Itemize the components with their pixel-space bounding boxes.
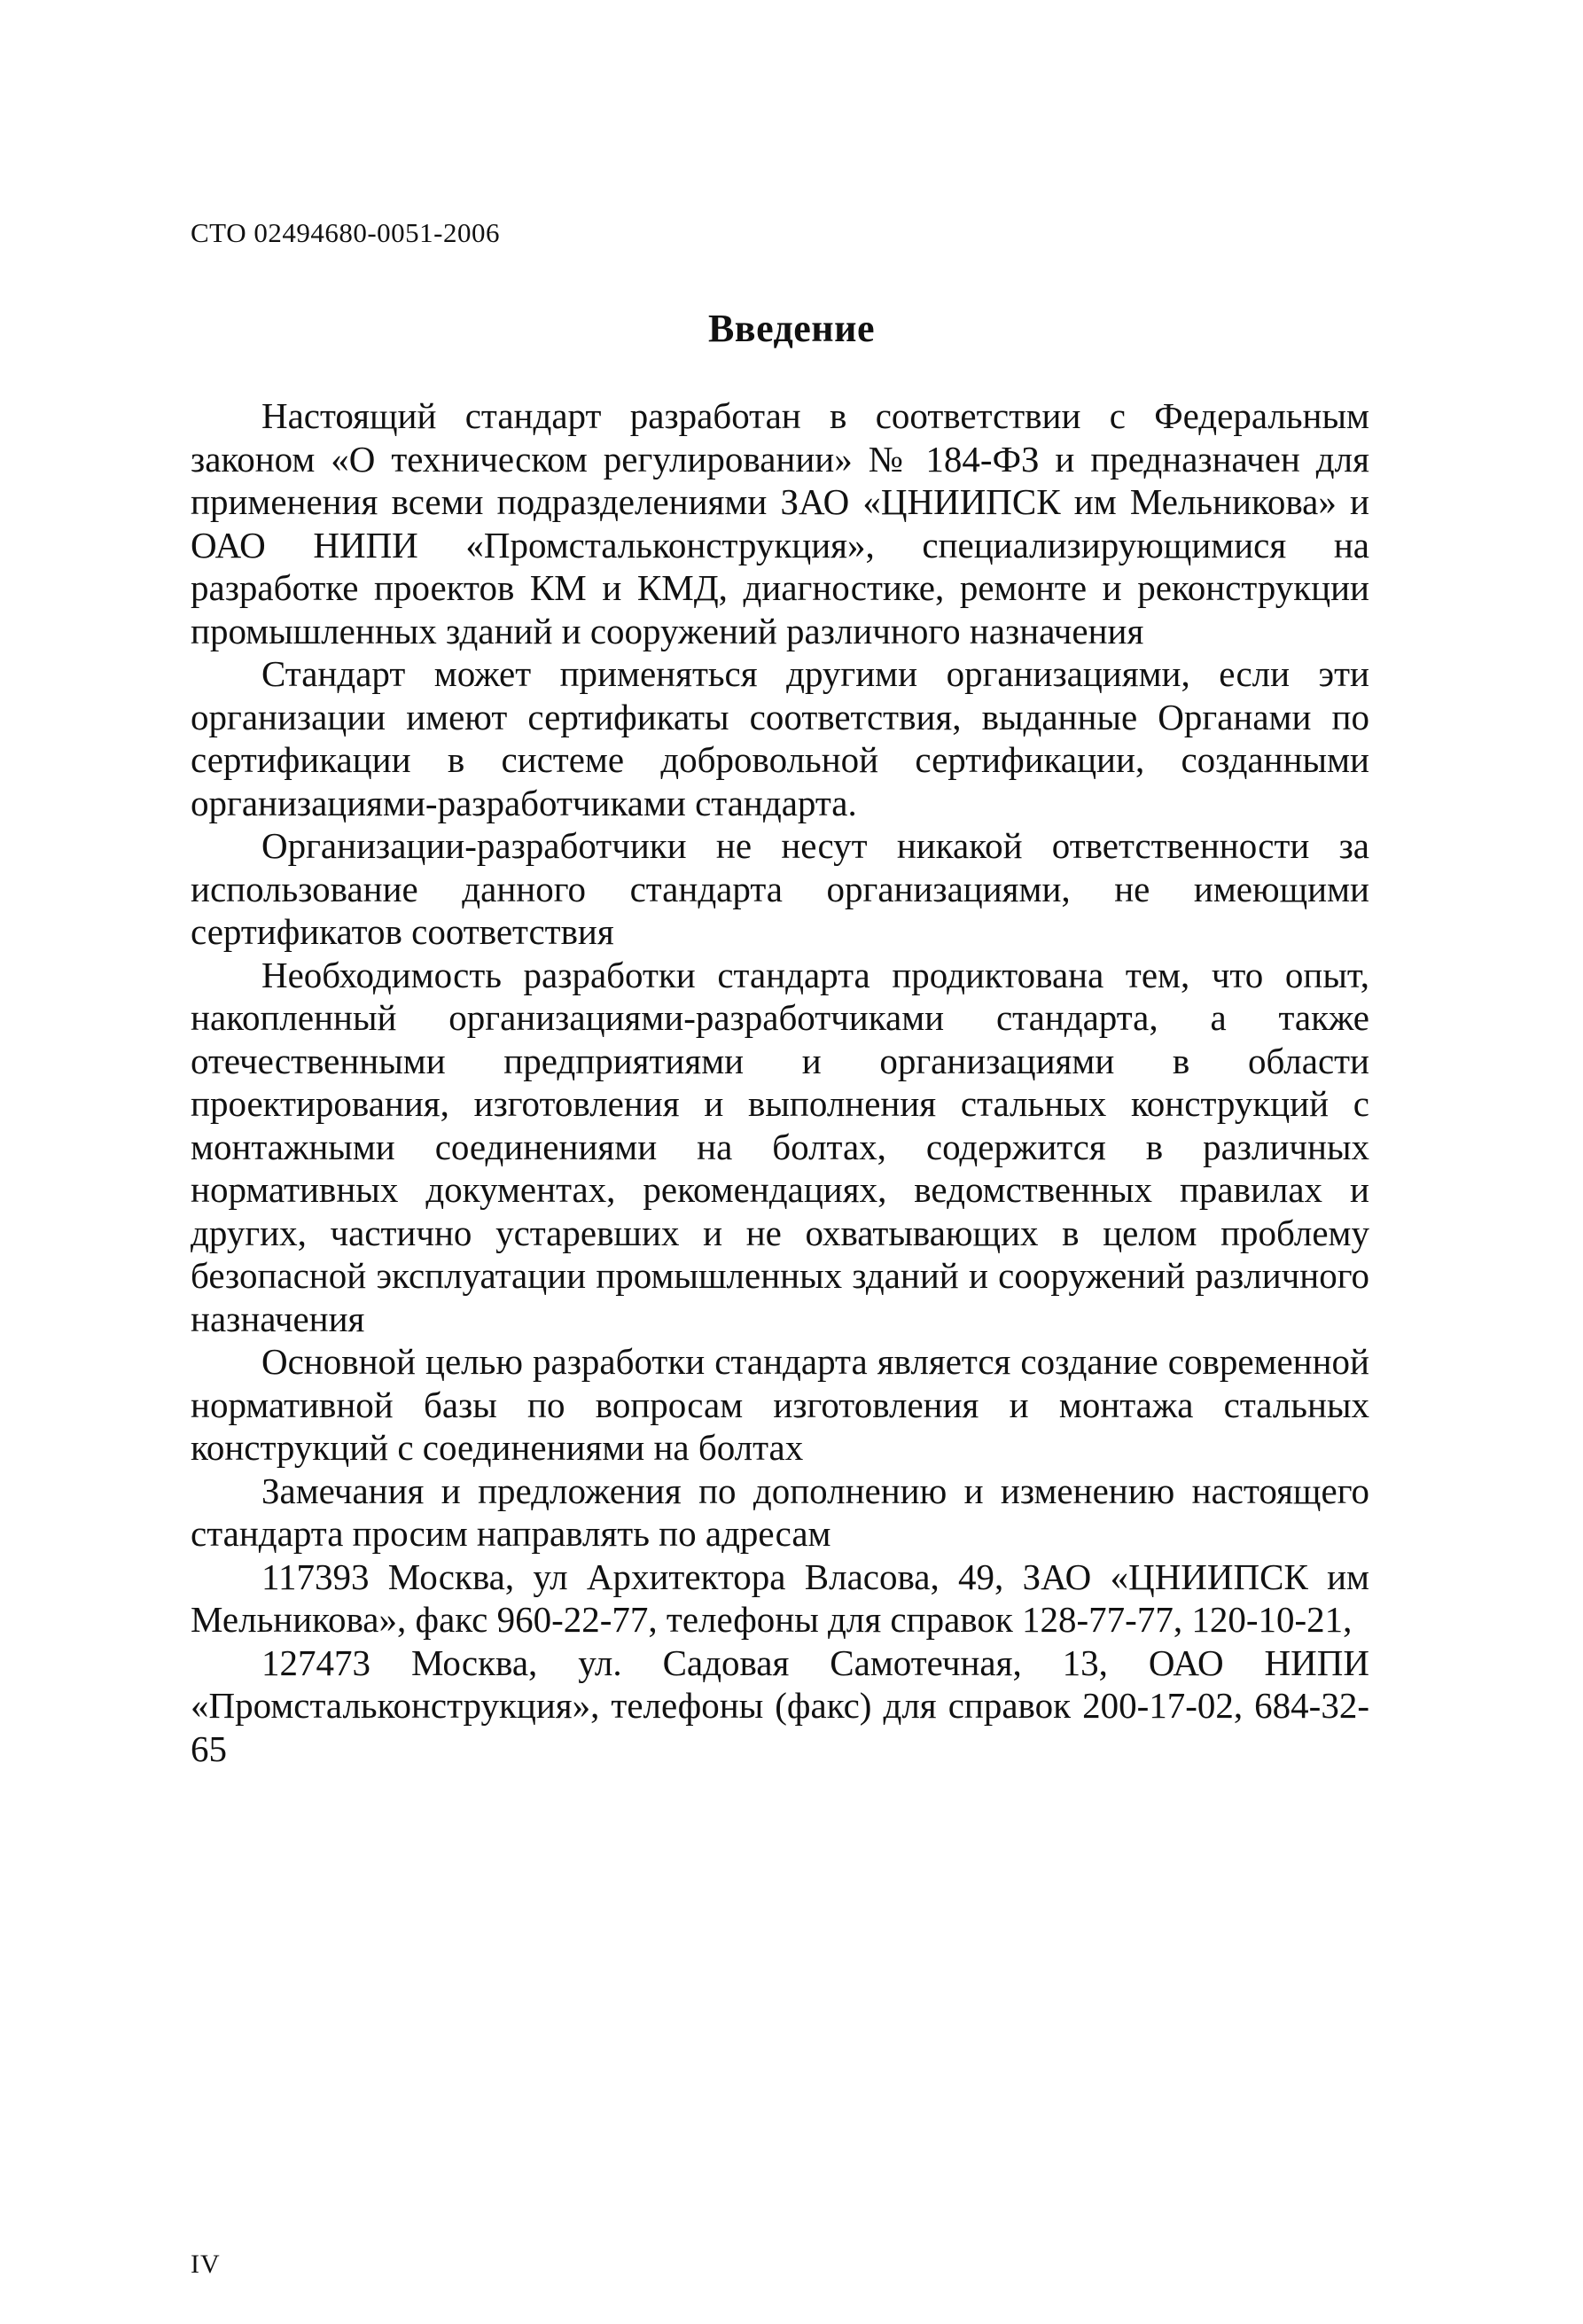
address-tsniipsk: 117393 Москва, ул Архитектора Власова, 49, ЗАО «ЦНИИПСК им Мельникова», факс 960-22-77, телефоны для справок 128-77-77, 120-10-21,: [191, 1556, 1369, 1640]
paragraph-liability: Организации-разработчики не несут никакой ответственности за использование данного стандарта организациями, не имеющими сертификатов соответствия: [191, 825, 1369, 952]
page-number: IV: [191, 2250, 221, 2279]
address-promstalkonstruktsiya: 127473 Москва, ул. Садовая Самотечная, 13, ОАО НИПИ «Промстальконструкция», телефоны (факс) для справок 200-17-02, 684-32-65: [191, 1642, 1369, 1769]
section-body: [191, 394, 1369, 1770]
document-code: СТО 02494680-0051-2006: [191, 217, 500, 248]
paragraph-goal: Основной целью разработки стандарта является создание современной нормативной базы по вопросам изготовления и монтажа стальных конструкций с соединениями на болтах: [191, 1341, 1369, 1468]
section-title: Введение: [707, 307, 876, 350]
paragraph-feedback: Замечания и предложения по дополнению и изменению настоящего стандарта просим направлять по адресам: [191, 1470, 1369, 1554]
paragraph-necessity: Необходимость разработки стандарта продиктована тем, что опыт, накопленный организациями-разработчиками стандарта, а также отечественными предприятиями и организациями в области проектирования, изготовления и выполнения стальных конструкций с монтажными соединениями на болтах, содержится в различных нормативных документах, рекомендациях, ведомственных правилах и других, частично устаревших и не охватывающих в целом проблему безопасной эксплуатации промышленных зданий и сооружений различного назначения: [191, 954, 1369, 1339]
paragraph-purpose: Настоящий стандарт разработан в соответствии с Федеральным законом «О техническом регулировании» № 184-ФЗ и предназначен для применения всеми подразделениями ЗАО «ЦНИИПСК им Мельникова» и ОАО НИПИ «Промстальконструкция», специализирующимися на разработке проектов КМ и КМД, диагностике, ремонте и реконструкции промышленных зданий и сооружений различного назначения: [191, 395, 1369, 651]
paragraph-other-organizations: Стандарт может применяться другими организациями, если эти организации имеют сертификаты соответствия, выданные Органами по сертификации в системе добровольной сертификации, созданными организациями-разработчиками стандарта.: [191, 653, 1369, 823]
